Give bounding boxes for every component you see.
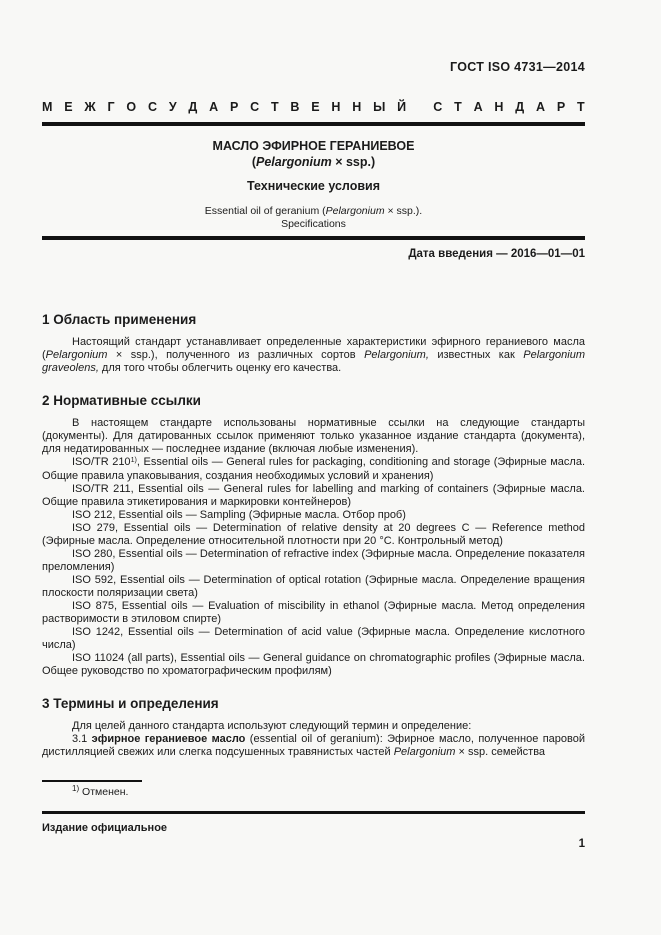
paragraph: Настоящий стандарт устанавливает определенные характеристики эфирного гераниевого масла (Pelargonium × ssp.), полученного из различных сортов Pelargonium, известных как Pelargonium graveolens, для того чтобы облегчить оценку его качества. (42, 336, 585, 374)
standard-category-caption: М Е Ж Г О С У Д А Р С Т В Е Н Н Ы Й С Т А Н Д А Р Т (42, 100, 585, 114)
doc-title-en-line1: Essential oil of geranium (Pelargonium × ssp.). (204, 205, 423, 217)
paragraph: ISO 875, Essential oils — Evaluation of miscibility in ethanol (Эфирные масла. Метод определения растворимости в этиловом спирте) (42, 600, 585, 625)
footnote-marker: 1) (72, 783, 80, 793)
introduction-date: Дата введения — 2016—01—01 (408, 248, 585, 260)
edition-note: Издание официальное (42, 822, 168, 834)
paragraph: ISO/TR 211, Essential oils — General rules for labelling and marking of containers (Эфирные масла. Общие правила этикетирования и маркировки контейнеров) (42, 483, 585, 508)
section-1 (42, 311, 585, 375)
footnote-rule (42, 780, 142, 782)
doc-title-ru-species: (Pelargonium × ssp.) (251, 155, 376, 169)
paragraph: ISO 592, Essential oils — Determination of optical rotation (Эфирные масла. Определение вращения плоскости поляризации света) (42, 574, 585, 599)
section-heading: 2 Нормативные ссылки (42, 393, 201, 408)
paragraph: ISO 212, Essential oils — Sampling (Эфирные масла. Отбор проб) (72, 509, 406, 521)
section-heading: 1 Область применения (42, 312, 197, 327)
paragraph: ISO 280, Essential oils — Determination of refractive index (Эфирные масла. Определение показателя преломления) (42, 548, 585, 573)
footnote-block (42, 780, 585, 799)
page-content (42, 0, 585, 759)
doc-title-ru (42, 138, 585, 170)
paragraph: 3.1 эфирное гераниевое масло (essential oil of geranium): Эфирное масло, полученное паровой дистилляцией свежих или слегка подсушенных травянистых частей Pelargonium × ssp. семейства (42, 733, 585, 758)
footer-rule (42, 811, 585, 814)
doc-title-en-line2: Specifications (281, 217, 346, 230)
page-number: 1 (578, 838, 585, 850)
doc-subtitle-ru: Технические условия (246, 179, 380, 193)
paragraph: В настоящем стандарте использованы нормативные ссылки на следующие стандарты (документы). Для датированных ссылок применяют только указанное издание стандарта (документа), для недатированных — последнее издание (включая любые изменения). (42, 417, 585, 455)
footnote (42, 783, 585, 799)
header-rule (42, 122, 585, 126)
paragraph: ISO 11024 (all parts), Essential oils — General guidance on chromatographic profiles (Эфирные масла. Общее руководство по хроматографическим профилям) (42, 652, 585, 677)
section-heading: 3 Термины и определения (42, 696, 219, 711)
doc-title-ru-line1: МАСЛО ЭФИРНОЕ ГЕРАНИЕВОЕ (212, 139, 415, 153)
paragraph: ISO 279, Essential oils — Determination of relative density at 20 degrees C — Reference method (Эфирные масла. Определение относительной плотности при 20 °C. Контрольный метод) (42, 522, 585, 547)
paragraph: ISO 1242, Essential oils — Determination of acid value (Эфирные масла. Определение кислотного числа) (42, 626, 585, 651)
title-rule (42, 236, 585, 240)
doc-code: ГОСТ ISO 4731—2014 (450, 60, 585, 74)
section-2 (42, 392, 585, 678)
document-body (42, 311, 585, 759)
paragraph: ISO/TR 210$^{1)}$, Essential oils — General rules for packaging, conditioning and storage (Эфирные масла. Общие правила упаковывания, создания необходимых условий и хранения) (42, 455, 586, 482)
doc-title-en (42, 205, 585, 230)
footnote-text: Отменен. (82, 785, 129, 798)
section-3 (42, 695, 585, 759)
paragraph: Для целей данного стандарта используют следующий термин и определение: (72, 720, 472, 732)
